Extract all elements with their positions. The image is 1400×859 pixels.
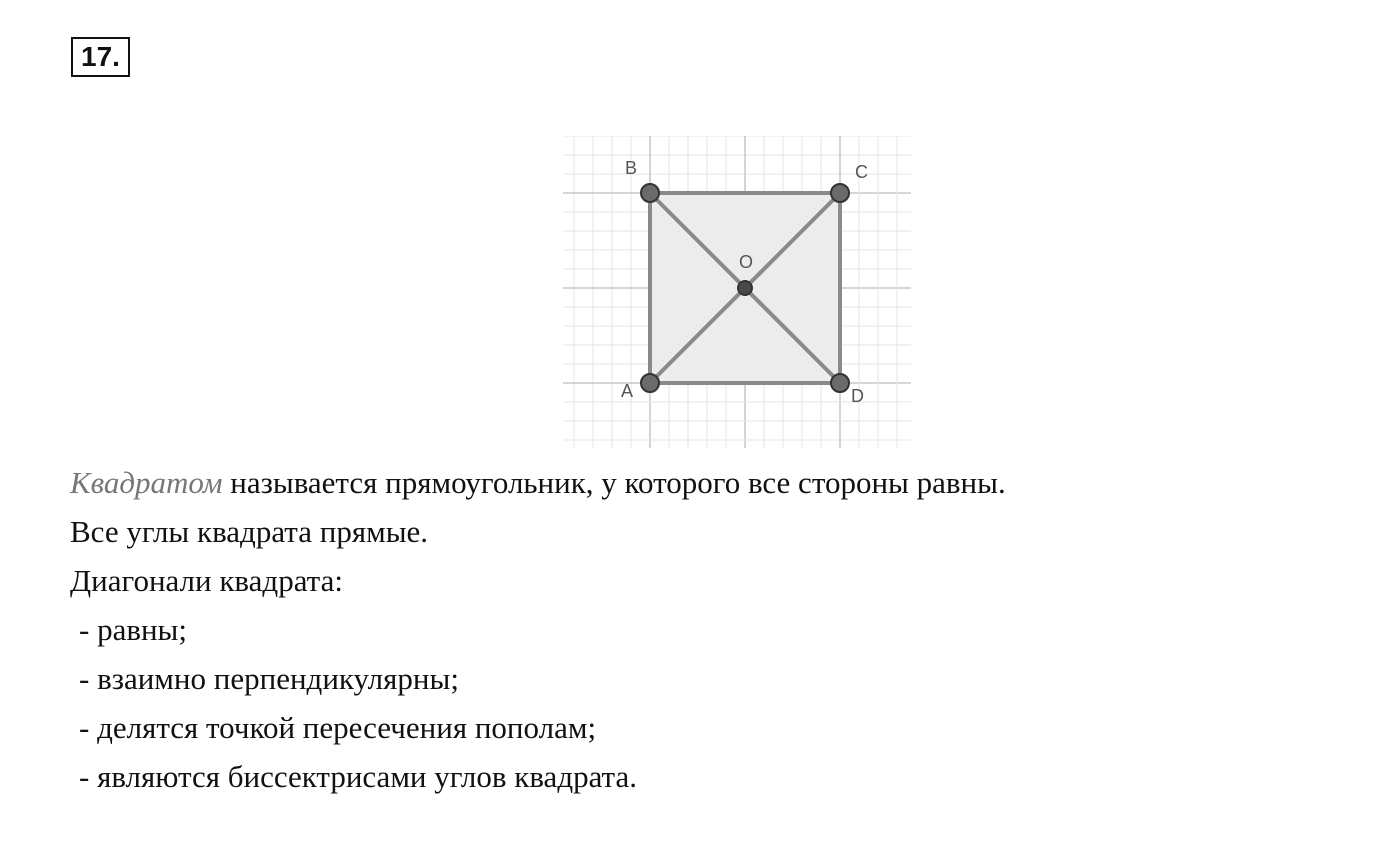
point-O: [738, 281, 752, 295]
property-item: - взаимно перпендикулярны;: [79, 661, 459, 696]
theory-text: [70, 458, 1320, 801]
point-A: [641, 374, 659, 392]
point-B: [641, 184, 659, 202]
definition-rest: называется прямоугольник, у которого все стороны равны.: [222, 465, 1006, 500]
point-C: [831, 184, 849, 202]
property-item: - делятся точкой пересечения пополам;: [79, 710, 597, 745]
label-D: D: [851, 386, 864, 406]
square-figure: [563, 136, 911, 448]
definition-term: Квадратом: [70, 465, 223, 500]
label-A: A: [621, 381, 634, 401]
task-number: 17.: [71, 37, 130, 77]
label-B: B: [625, 158, 638, 178]
label-C: C: [855, 162, 868, 182]
property-item: - равны;: [79, 612, 188, 647]
angles-line: Все углы квадрата прямые.: [70, 514, 429, 549]
property-item: - являются биссектрисами углов квадрата.: [79, 759, 637, 794]
point-D: [831, 374, 849, 392]
label-O: O: [739, 252, 754, 272]
square-diagram: [563, 136, 911, 448]
diagonals-title: Диагонали квадрата:: [70, 563, 343, 598]
definition-line: [70, 458, 1320, 507]
